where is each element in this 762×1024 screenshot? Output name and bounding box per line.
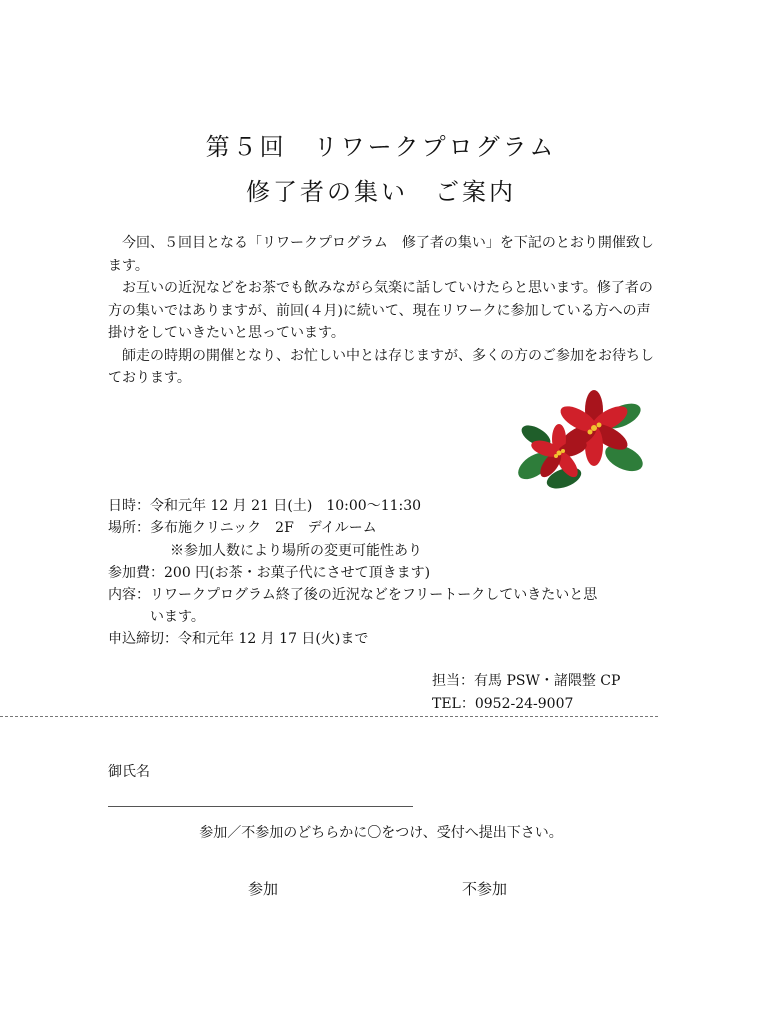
- event-fee: 参加費：200 円(お茶・お菓子代にさせて頂きます): [108, 565, 431, 581]
- title-line-2: 修了者の集い ご案内: [246, 178, 516, 206]
- poinsettia-illustration: [514, 388, 644, 492]
- event-datetime: 日時：令和元年 12 月 21 日(土) 10:00～11:30: [108, 498, 422, 514]
- cut-line: [0, 716, 658, 717]
- intro-paragraph-2: お互いの近況などをお茶でも飲みながら気楽に話していけたらと思います。修了者の方の集いではありますが、前回(４月)に続いて、現在リワークに参加している方への声掛けをしていきたいと思っています。: [108, 280, 653, 341]
- intro-text: [108, 232, 656, 390]
- event-content-cont: います。: [150, 609, 205, 625]
- name-label: 御氏名: [108, 764, 150, 780]
- title-line-1: 第５回 リワークプログラム: [205, 133, 557, 161]
- event-content: 内容：リワークプログラム終了後の近況などをフリートークしていきたいと思: [108, 587, 598, 603]
- event-place: 場所：多布施クリニック 2F デイルーム: [108, 520, 377, 536]
- intro-paragraph-3: 師走の時期の開催となり、お忙しい中とは存じますが、多くの方のご参加をお待ちしております。: [108, 347, 654, 386]
- application-deadline: 申込締切：令和元年 12 月 17 日(火)まで: [108, 631, 369, 647]
- not-attend-option[interactable]: 不参加: [462, 880, 508, 898]
- place-note: ※参加人数により場所の変更可能性あり: [170, 543, 422, 559]
- attend-option[interactable]: 参加: [248, 880, 279, 898]
- name-field-line[interactable]: [108, 806, 413, 807]
- form-instruction: 参加／不参加のどちらかに〇をつけ、受付へ提出下さい。: [199, 825, 563, 841]
- contact-tel: TEL：0952-24-9007: [432, 696, 574, 712]
- intro-paragraph-1: 今回、５回目となる「リワークプログラム 修了者の集い」を下記のとおり開催致します。: [108, 235, 654, 274]
- contact-staff: 担当：有馬 PSW・諸隈整 CP: [432, 673, 621, 689]
